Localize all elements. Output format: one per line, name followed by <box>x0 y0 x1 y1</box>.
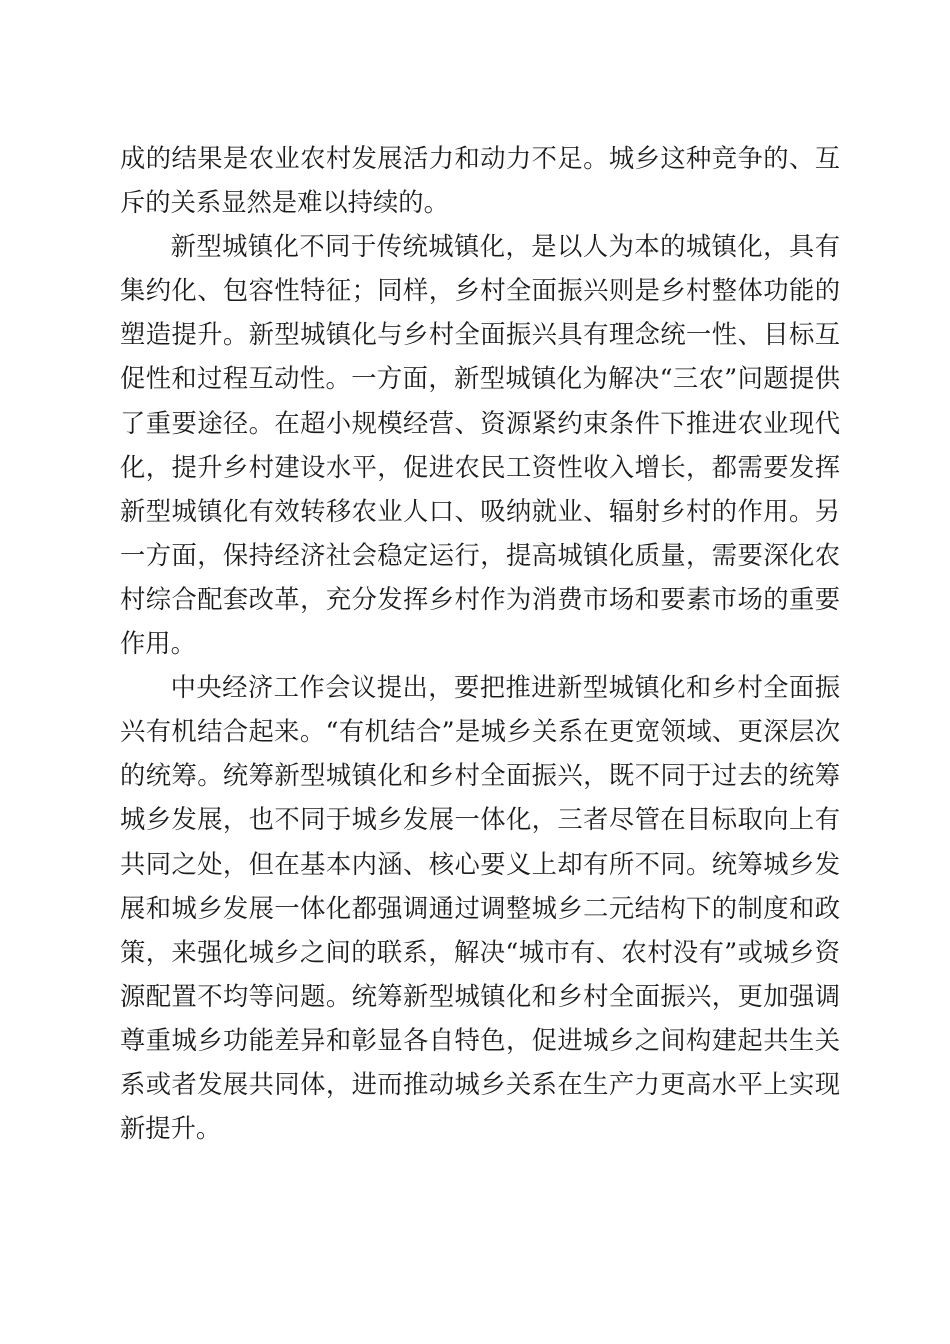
paragraph-new-urbanization: 新型城镇化不同于传统城镇化，是以人为本的城镇化，具有集约化、包容性特征；同样，乡村全面振兴则是乡村整体功能的塑造提升。新型城镇化与乡村全面振兴具有理念统一性、目标互促性和过程互动性。一方面，新型城镇化为解决“三农”问题提供了重要途径。在超小规模经营、资源紧约束条件下推进农业现代化，提升乡村建设水平，促进农民工资性收入增长，都需要发挥新型城镇化有效转移农业人口、吸纳就业、辐射乡村的作用。另一方面，保持经济社会稳定运行，提高城镇化质量，需要深化农村综合配套改革，充分发挥乡村作为消费市场和要素市场的重要作用。 <box>120 232 840 659</box>
paragraph-economic-conference: 中央经济工作会议提出，要把推进新型城镇化和乡村全面振兴有机结合起来。“有机结合”是城乡关系在更宽领域、更深层次的统筹。统筹新型城镇化和乡村全面振兴，既不同于过去的统筹城乡发展，也不同于城乡发展一体化，三者尽管在目标取向上有共同之处，但在基本内涵、核心要义上却有所不同。统筹城乡发展和城乡发展一体化都强调通过调整城乡二元结构下的制度和政策，来强化城乡之间的联系，解决“城市有、农村没有”或城乡资源配置不均等问题。统筹新型城镇化和乡村全面振兴，更加强调尊重城乡功能差异和彰显各自特色，促进城乡之间构建起共生关系或者发展共同体，进而推动城乡关系在生产力更高水平上实现新提升。 <box>120 673 840 1144</box>
document-body <box>120 137 840 1151</box>
paragraph-continuation: 成的结果是农业农村发展活力和动力不足。城乡这种竞争的、互斥的关系显然是难以持续的。 <box>120 144 840 218</box>
